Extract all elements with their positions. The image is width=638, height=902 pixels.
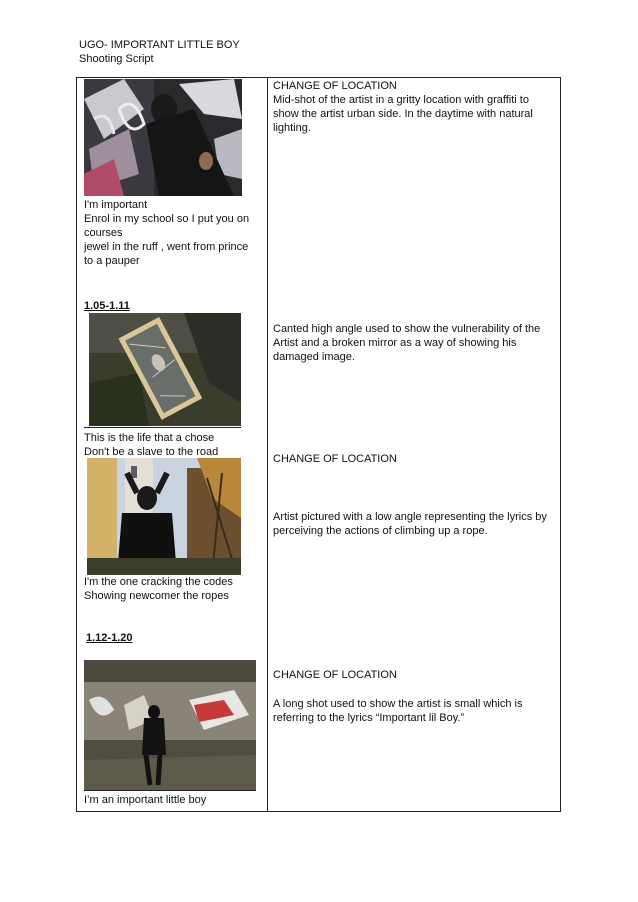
document-header	[79, 38, 240, 66]
description-row-3: Artist pictured with a low angle representing the lyrics by perceiving the actions of climbing up a rope.	[273, 511, 547, 537]
document-subtitle: Shooting Script	[79, 53, 154, 65]
shot-graffiti-midshot-image	[84, 79, 242, 196]
shot-broken-mirror-image	[89, 313, 241, 426]
lyrics-text-row-3: I'm the one cracking the codes Showing newcomer the ropes	[84, 576, 233, 602]
timestamp-1: 1.05-1.11	[84, 300, 130, 312]
shot-low-angle-image	[87, 458, 241, 575]
description-heading-row-4: CHANGE OF LOCATION	[273, 669, 397, 681]
row-separator	[84, 427, 241, 428]
document-title: UGO- IMPORTANT LITTLE BOY	[79, 39, 240, 51]
description-row-4: A long shot used to show the artist is small which is referring to the lyrics “Important lil Boy.”	[273, 698, 523, 724]
row-separator	[84, 790, 256, 791]
timestamp-2: 1.12-1.20	[86, 632, 133, 644]
description-row-2: Canted high angle used to show the vulnerability of the Artist and a broken mirror as a way of showing his damaged image.	[273, 323, 541, 363]
description-column	[268, 78, 560, 811]
lyrics-column	[77, 78, 267, 811]
lyrics-text-row-2: This is the life that a chose Don't be a slave to the road	[84, 432, 219, 458]
shooting-script-table	[76, 77, 561, 812]
lyrics-text-row-4: I’m an important little boy	[84, 794, 207, 806]
description-heading-row-3: CHANGE OF LOCATION	[273, 453, 397, 465]
lyrics-text-row-1: I'm important Enrol in my school so I put you on courses jewel in the ruff , went from prince to a pauper	[84, 199, 250, 267]
shot-long-shot-image	[84, 660, 256, 790]
description-row-1: CHANGE OF LOCATION Mid-shot of the artist in a gritty location with graffiti to show the artist urban side. In the daytime with natural lighting.	[273, 80, 533, 134]
